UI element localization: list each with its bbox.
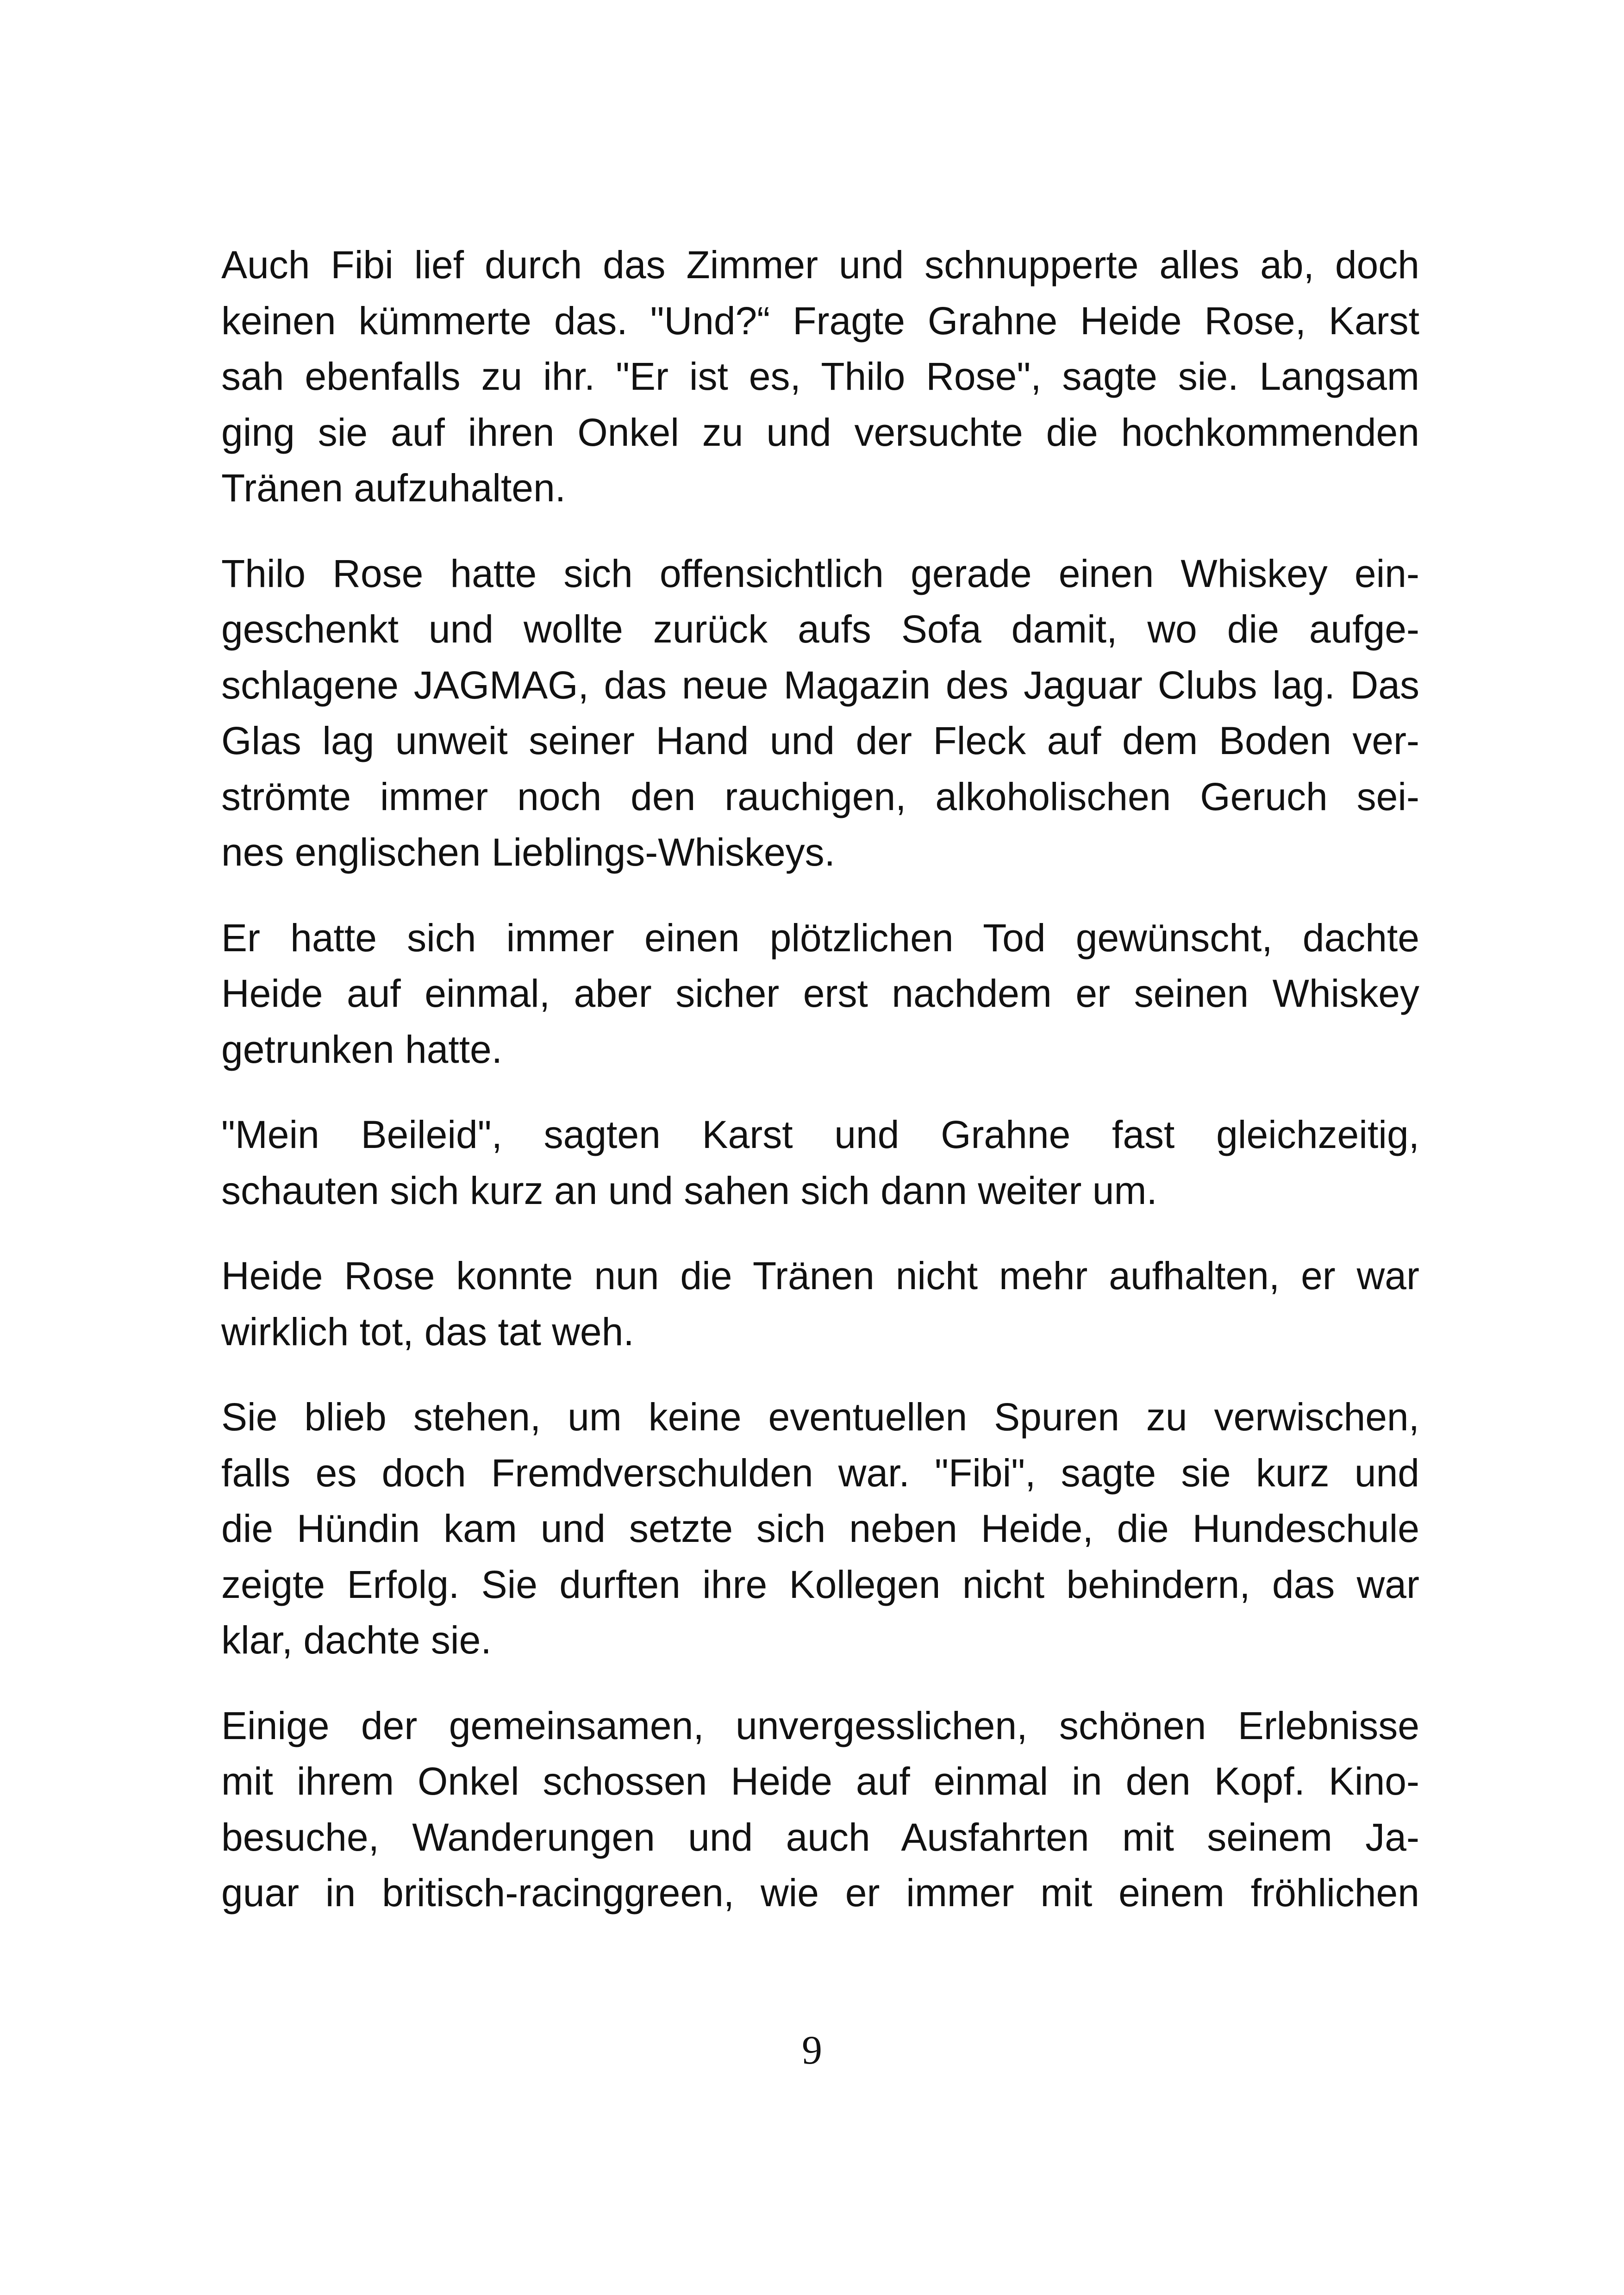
text-line: zeigte Erfolg. Sie durften ihre Kollegen nicht behindern, das war — [221, 1562, 1419, 1606]
text-line: wirklich tot, das tat weh. — [221, 1310, 634, 1353]
text-line: Er hatte sich immer einen plötzlichen Tod gewünscht, dachte — [221, 916, 1419, 960]
text-line: "Mein Beileid", sagten Karst und Grahne fast gleichzeitig, — [221, 1113, 1419, 1156]
text-line: besuche, Wanderungen und auch Ausfahrten mit seinem Ja- — [221, 1815, 1419, 1859]
text-line: Heide auf einmal, aber sicher erst nachdem er seinen Whiskey — [221, 972, 1419, 1015]
text-line: nes englischen Lieblings-Whiskeys. — [221, 830, 835, 874]
text-line: ging sie auf ihren Onkel zu und versuchte die hochkommenden — [221, 410, 1419, 454]
paragraph — [221, 910, 1419, 1078]
text-line: Sie blieb stehen, um keine eventuellen Spuren zu verwischen, — [221, 1395, 1419, 1439]
paragraph — [221, 1107, 1419, 1218]
text-line: schauten sich kurz an und sahen sich dann weiter um. — [221, 1168, 1157, 1212]
text-line: Thilo Rose hatte sich offensichtlich gerade einen Whiskey ein- — [221, 551, 1419, 595]
page-number: 9 — [802, 2028, 822, 2073]
text-line: Auch Fibi lief durch das Zimmer und schnupperte alles ab, doch — [221, 243, 1419, 287]
text-line: guar in britisch-racinggreen, wie er immer mit einem fröhlichen — [221, 1871, 1419, 1915]
text-line: strömte immer noch den rauchigen, alkoholischen Geruch sei- — [221, 774, 1419, 818]
text-line: die Hündin kam und setzte sich neben Heide, die Hundeschule — [221, 1507, 1419, 1550]
text-line: geschenkt und wollte zurück aufs Sofa damit, wo die aufge- — [221, 607, 1419, 651]
text-line: sah ebenfalls zu ihr. "Er ist es, Thilo Rose", sagte sie. Langsam — [221, 355, 1419, 398]
text-line: klar, dachte sie. — [221, 1618, 492, 1662]
text-line: mit ihrem Onkel schossen Heide auf einmal in den Kopf. Kino- — [221, 1759, 1419, 1803]
text-line: getrunken hatte. — [221, 1027, 503, 1071]
paragraph — [221, 237, 1419, 516]
text-line: Glas lag unweit seiner Hand und der Fleck auf dem Boden ver- — [221, 719, 1419, 762]
text-line: keinen kümmerte das. "Und?“ Fragte Grahne Heide Rose, Karst — [221, 299, 1419, 343]
paragraph — [221, 1389, 1419, 1668]
paragraph — [221, 1698, 1419, 1921]
paragraph — [221, 1248, 1419, 1360]
text-line: Heide Rose konnte nun die Tränen nicht mehr aufhalten, er war — [221, 1254, 1419, 1297]
text-line: falls es doch Fremdverschulden war. "Fibi", sagte sie kurz und — [221, 1451, 1419, 1495]
text-line: Einige der gemeinsamen, unvergesslichen, schönen Erlebnisse — [221, 1703, 1419, 1747]
body-text — [221, 237, 1419, 1951]
paragraph — [221, 546, 1419, 880]
text-line: Tränen aufzuhalten. — [221, 466, 566, 510]
text-line: schlagene JAGMAG, das neue Magazin des Jaguar Clubs lag. Das — [221, 663, 1419, 707]
